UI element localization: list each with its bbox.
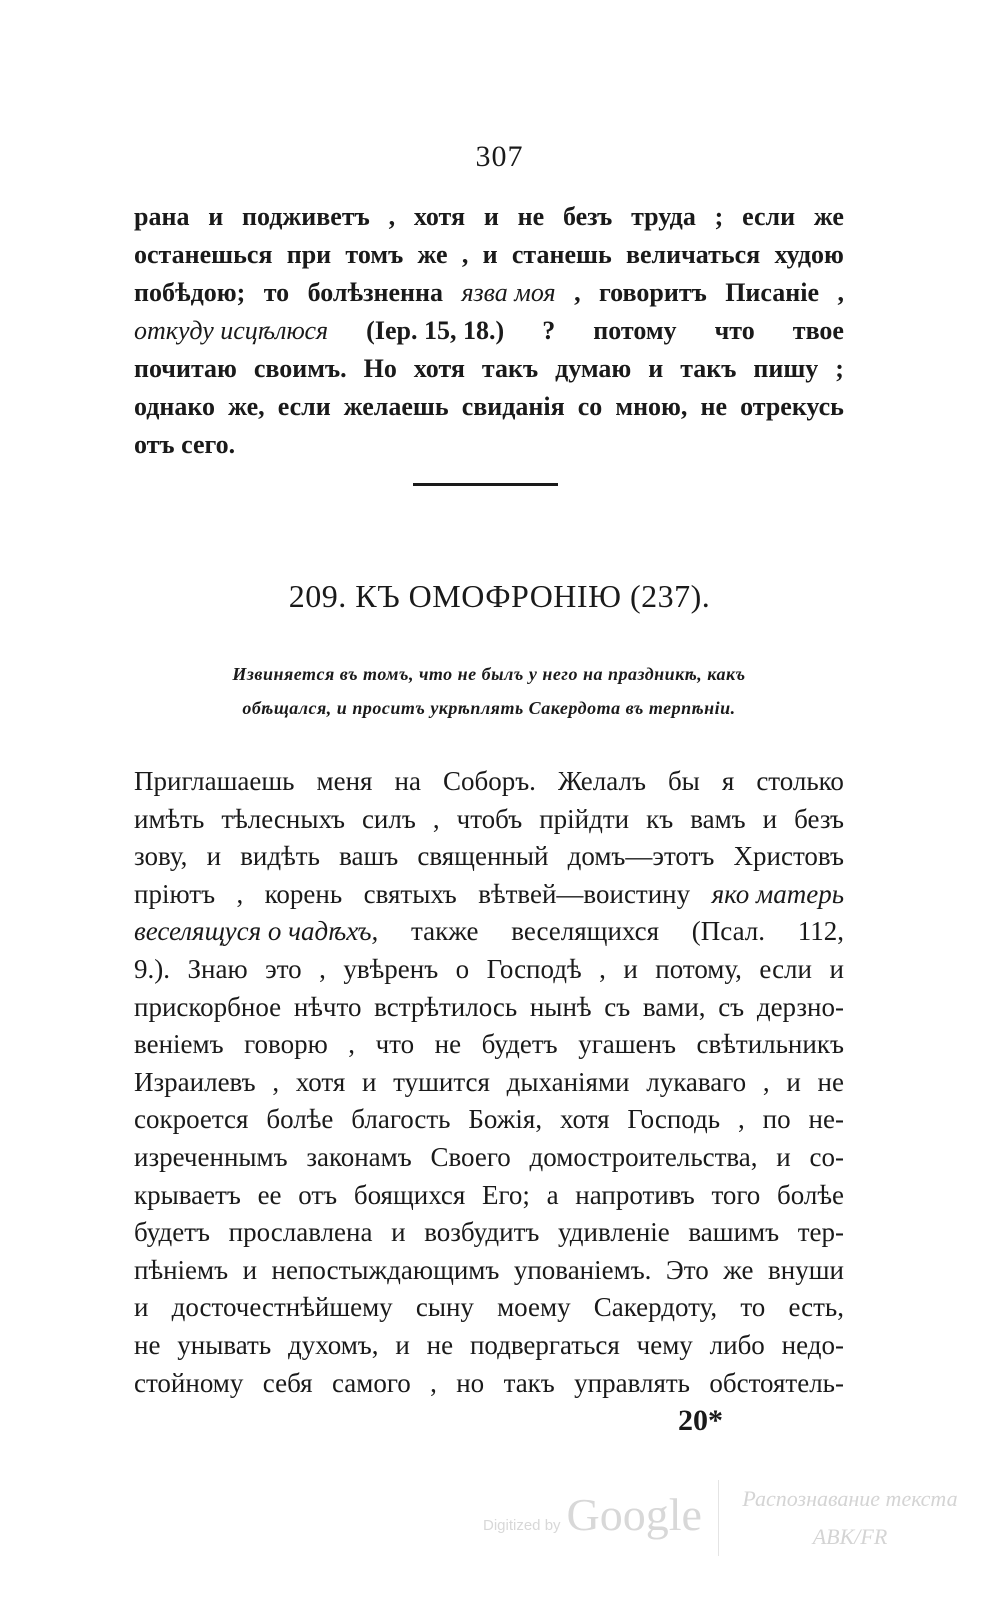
word: и bbox=[395, 1329, 410, 1360]
word: почитаю bbox=[134, 354, 237, 383]
word: ? bbox=[542, 316, 556, 345]
text-line bbox=[134, 801, 844, 839]
google-logo: Google bbox=[566, 1489, 702, 1540]
word: со bbox=[577, 392, 603, 421]
word: не bbox=[700, 392, 728, 421]
word: тушится bbox=[393, 1066, 490, 1097]
word: , bbox=[430, 1367, 437, 1398]
word: болѣе bbox=[777, 1179, 844, 1210]
word: величаться bbox=[625, 240, 761, 269]
word: по bbox=[762, 1104, 791, 1135]
word: потому, bbox=[655, 953, 742, 984]
summary-line: Извиняется въ томъ, что не былъ у него на праздникѣ, какъ bbox=[232, 664, 746, 684]
word: и bbox=[483, 202, 499, 231]
word: законамъ bbox=[306, 1141, 412, 1172]
word: возбудитъ bbox=[424, 1217, 540, 1248]
letter-heading: 209. КЪ ОМОФРОНІЮ (237). bbox=[288, 578, 711, 614]
word: лукаваго bbox=[646, 1066, 747, 1097]
text-line bbox=[134, 1177, 844, 1215]
word: я bbox=[721, 766, 735, 796]
text-line bbox=[134, 763, 844, 801]
word: того bbox=[711, 1179, 761, 1210]
word: сокроется bbox=[134, 1104, 249, 1135]
word: язва моя bbox=[461, 278, 556, 307]
word: желаешь bbox=[343, 392, 449, 421]
word: при bbox=[286, 240, 332, 269]
word: , bbox=[272, 1066, 280, 1097]
text-line bbox=[134, 1289, 844, 1327]
text-line bbox=[134, 388, 844, 426]
word: останешься bbox=[134, 240, 273, 269]
word: Желалъ bbox=[557, 766, 646, 796]
word: если bbox=[742, 202, 796, 231]
word: крываетъ bbox=[134, 1179, 241, 1210]
word: себя bbox=[262, 1367, 313, 1398]
text-line bbox=[134, 1026, 844, 1064]
word: , bbox=[348, 1029, 356, 1060]
ocr-watermark bbox=[718, 1480, 975, 1556]
word: пишу bbox=[753, 354, 819, 383]
word: нѣчто bbox=[293, 991, 362, 1022]
word: столько bbox=[756, 766, 844, 796]
word: откуду исцѣлюся bbox=[134, 316, 329, 345]
word: со- bbox=[809, 1141, 844, 1172]
word: не bbox=[426, 1329, 454, 1360]
word: Божія, bbox=[468, 1104, 543, 1135]
text-line bbox=[134, 1064, 844, 1102]
word: прискорбное bbox=[134, 991, 282, 1022]
word: пріютъ bbox=[134, 878, 216, 909]
word: же, bbox=[228, 392, 265, 421]
word: подвергаться bbox=[469, 1329, 620, 1360]
letter-body bbox=[134, 763, 844, 1402]
word: худою bbox=[774, 240, 844, 269]
word: , bbox=[388, 202, 396, 231]
word: ее bbox=[257, 1179, 282, 1210]
word: труда bbox=[631, 202, 696, 231]
word: говорю bbox=[244, 1029, 328, 1060]
watermark-digitized-text: Digitized by bbox=[483, 1517, 561, 1534]
word: къ bbox=[646, 803, 674, 834]
word: такъ bbox=[503, 1367, 555, 1398]
word: и bbox=[829, 953, 844, 984]
word: упованіемъ. bbox=[513, 1254, 652, 1285]
top-paragraph bbox=[134, 198, 844, 464]
word: удивленіе bbox=[558, 1217, 670, 1248]
word: Господѣ bbox=[486, 953, 582, 984]
word: и bbox=[134, 1292, 149, 1323]
word: священный bbox=[417, 841, 549, 872]
word: 112, bbox=[797, 916, 844, 947]
word: прійдти bbox=[539, 803, 630, 834]
word: то bbox=[263, 278, 290, 307]
word: увѣренъ bbox=[343, 953, 439, 984]
word: также bbox=[411, 916, 479, 947]
word: а bbox=[546, 1179, 559, 1210]
word: Христовъ bbox=[733, 841, 844, 872]
word: свиданія bbox=[461, 392, 565, 421]
section-divider bbox=[413, 483, 558, 486]
word: Знаю bbox=[187, 953, 248, 984]
word: веселящуся о чадѣхъ, bbox=[134, 916, 379, 947]
word: подживетъ bbox=[242, 202, 370, 231]
word: управлять bbox=[574, 1367, 690, 1398]
word: не- bbox=[808, 1104, 844, 1135]
word: Израилевъ bbox=[134, 1066, 256, 1097]
word: и bbox=[208, 202, 224, 231]
word: домъ—этотъ bbox=[567, 841, 715, 872]
word: болѣзненна bbox=[307, 278, 444, 307]
word: это bbox=[265, 953, 302, 984]
word: корень bbox=[264, 878, 343, 909]
ocr-watermark-line: ABK/FR bbox=[812, 1524, 888, 1549]
word: духомъ, bbox=[288, 1329, 379, 1360]
text-line bbox=[134, 426, 844, 464]
word: тер- bbox=[797, 1217, 844, 1248]
word: же bbox=[723, 1254, 754, 1285]
text-line bbox=[134, 1252, 844, 1290]
word: побѣдою; bbox=[134, 278, 246, 307]
word: изреченнымъ bbox=[134, 1141, 288, 1172]
digitized-watermark bbox=[483, 1488, 702, 1541]
summary-line: обѣщался, и проситъ укрѣплять Сакердота въ терпѣніи. bbox=[242, 698, 736, 718]
text-line bbox=[134, 350, 844, 388]
word: боящихся bbox=[353, 1179, 466, 1210]
word: , bbox=[762, 1066, 770, 1097]
word: встрѣтилось bbox=[374, 991, 518, 1022]
word: томъ bbox=[345, 240, 404, 269]
word: безъ bbox=[794, 803, 844, 834]
word: ; bbox=[835, 354, 844, 383]
word: и bbox=[361, 1066, 377, 1097]
text-line bbox=[134, 236, 844, 274]
word: ; bbox=[714, 202, 724, 231]
word: вѣтвей—воистину bbox=[478, 878, 691, 909]
text-line bbox=[134, 876, 844, 914]
page-number: 307 bbox=[475, 140, 524, 173]
word: однако bbox=[134, 392, 216, 421]
word: силъ bbox=[361, 803, 416, 834]
word: что bbox=[375, 1029, 415, 1060]
word: мною, bbox=[615, 392, 688, 421]
word: 9.). bbox=[134, 953, 170, 984]
word: досточестнѣйшему bbox=[171, 1292, 393, 1323]
word: хотя bbox=[560, 1104, 610, 1135]
word: не bbox=[134, 1329, 161, 1360]
word: Но bbox=[363, 354, 397, 383]
word: домостроительства, bbox=[529, 1141, 758, 1172]
word: чему bbox=[636, 1329, 693, 1360]
word: видѣть bbox=[240, 841, 320, 872]
word: если bbox=[759, 953, 812, 984]
word: же bbox=[813, 202, 844, 231]
word: , bbox=[837, 278, 844, 307]
text-line bbox=[134, 951, 844, 989]
word: непостыждающимъ bbox=[271, 1254, 500, 1285]
word: съ bbox=[718, 991, 745, 1022]
word: но bbox=[456, 1367, 485, 1398]
ocr-watermark-line: Распознавание текста bbox=[742, 1486, 958, 1511]
word: (Іер. 15, 18.) bbox=[366, 316, 505, 345]
word: такъ bbox=[680, 354, 737, 383]
word: отъ bbox=[298, 1179, 338, 1210]
word: хотя bbox=[295, 1066, 346, 1097]
word: , bbox=[432, 803, 440, 834]
word: напротивъ bbox=[575, 1179, 695, 1210]
word: прославлена bbox=[228, 1217, 373, 1248]
word: Это bbox=[665, 1254, 709, 1285]
word: чтобъ bbox=[456, 803, 523, 834]
word: угашенъ bbox=[578, 1029, 676, 1060]
word: самого bbox=[331, 1367, 411, 1398]
text-line bbox=[134, 274, 844, 312]
word: Его; bbox=[482, 1179, 530, 1210]
word: Приглашаешь bbox=[134, 766, 295, 796]
word: безъ bbox=[562, 202, 613, 231]
text-line bbox=[134, 838, 844, 876]
word: , bbox=[599, 953, 606, 984]
word: и bbox=[206, 841, 222, 872]
word: благость bbox=[351, 1104, 451, 1135]
word: на bbox=[394, 766, 421, 796]
word: дыханіями bbox=[506, 1066, 630, 1097]
text-line bbox=[134, 1327, 844, 1365]
word: унывать bbox=[177, 1329, 272, 1360]
word: такъ bbox=[481, 354, 539, 383]
word: хотя bbox=[413, 354, 465, 383]
word: вамъ bbox=[690, 803, 746, 834]
word: говоритъ bbox=[599, 278, 707, 307]
word: обстоятель- bbox=[709, 1367, 844, 1398]
word: потому bbox=[593, 316, 677, 345]
word: не bbox=[434, 1029, 462, 1060]
word: Господь bbox=[627, 1104, 721, 1135]
word: вашъ bbox=[339, 841, 399, 872]
word: сыну bbox=[415, 1292, 474, 1323]
letter-summary bbox=[134, 657, 844, 725]
word: своимъ. bbox=[253, 354, 347, 383]
word: моему bbox=[497, 1292, 571, 1323]
word: недо- bbox=[781, 1329, 844, 1360]
word: яко матерь bbox=[711, 878, 844, 909]
word: и bbox=[648, 354, 664, 383]
word: , bbox=[461, 240, 469, 269]
word: зову, bbox=[134, 841, 188, 872]
word: имѣть bbox=[134, 803, 205, 834]
word: святыхъ bbox=[363, 878, 457, 909]
word: , bbox=[737, 1104, 745, 1135]
word: бы bbox=[667, 766, 700, 796]
word: веселящихся bbox=[511, 916, 660, 947]
text-line bbox=[134, 1101, 844, 1139]
word: вами, bbox=[642, 991, 706, 1022]
word: (Псал. bbox=[691, 916, 766, 947]
word: не bbox=[817, 1066, 844, 1097]
word: Своего bbox=[430, 1141, 511, 1172]
word: хотя bbox=[413, 202, 466, 231]
word: и bbox=[762, 803, 778, 834]
signature-mark: 20* bbox=[678, 1404, 723, 1437]
word: если bbox=[277, 392, 331, 421]
word: пѣніемъ bbox=[134, 1254, 229, 1285]
word: нынѣ bbox=[529, 991, 592, 1022]
word: и bbox=[623, 953, 638, 984]
word: станешь bbox=[511, 240, 612, 269]
text-line bbox=[134, 913, 844, 951]
word: то bbox=[740, 1292, 766, 1323]
word: вашимъ bbox=[688, 1217, 780, 1248]
text-line bbox=[134, 1214, 844, 1252]
word: съ bbox=[604, 991, 631, 1022]
word: стойному bbox=[134, 1367, 244, 1398]
word: есть, bbox=[788, 1292, 844, 1323]
text-line bbox=[134, 989, 844, 1027]
word: и bbox=[482, 240, 498, 269]
word: что bbox=[714, 316, 755, 345]
word: будетъ bbox=[134, 1217, 210, 1248]
text-line bbox=[134, 1365, 844, 1403]
word: , bbox=[319, 953, 326, 984]
word: Писаніе bbox=[725, 278, 820, 307]
word: и bbox=[776, 1141, 791, 1172]
word: отъ сего. bbox=[134, 430, 236, 459]
word: болѣе bbox=[266, 1104, 334, 1135]
word: тѣлесныхъ bbox=[221, 803, 345, 834]
word: думаю bbox=[555, 354, 632, 383]
word: свѣтильникъ bbox=[696, 1029, 844, 1060]
word: Соборъ. bbox=[442, 766, 536, 796]
word: же bbox=[417, 240, 448, 269]
word: и bbox=[242, 1254, 258, 1285]
word: и bbox=[786, 1066, 801, 1097]
text-line bbox=[134, 1139, 844, 1177]
text-line bbox=[134, 312, 844, 350]
word: твое bbox=[792, 316, 844, 345]
word: веніемъ bbox=[134, 1029, 224, 1060]
word: будетъ bbox=[481, 1029, 558, 1060]
word: меня bbox=[316, 766, 373, 796]
word: Сакердоту, bbox=[593, 1292, 718, 1323]
text-line bbox=[134, 198, 844, 236]
word: не bbox=[517, 202, 545, 231]
word: , bbox=[236, 878, 244, 909]
word: о bbox=[455, 953, 470, 984]
word: дерзно- bbox=[756, 991, 844, 1022]
word: отрекусь bbox=[740, 392, 844, 421]
word: , bbox=[574, 278, 581, 307]
word: внуши bbox=[768, 1254, 844, 1285]
word: рана bbox=[134, 202, 190, 231]
word: либо bbox=[709, 1329, 765, 1360]
word: и bbox=[391, 1217, 406, 1248]
